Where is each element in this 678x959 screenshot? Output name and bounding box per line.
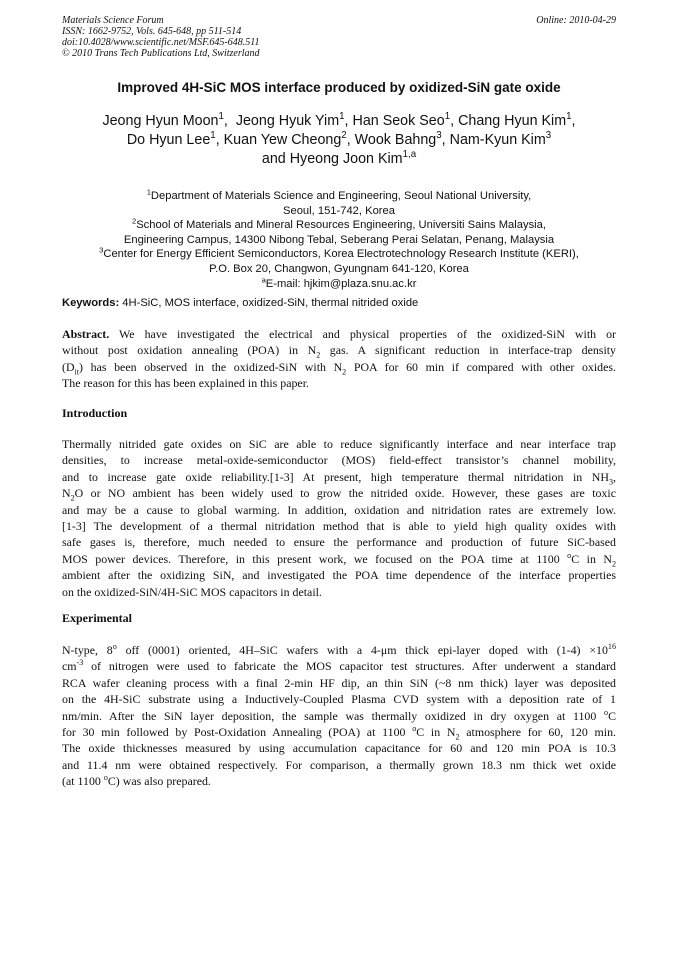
superscript: o [112,642,117,652]
journal-header [62,15,616,59]
body-text: C in N [571,551,612,566]
body-text: MOS power devices. Therefore, in this present work, we focused on the POA time at 1100 [62,551,568,566]
email-address[interactable]: E-mail: hjkim@plaza.snu.ac.kr [265,277,417,290]
author-line: Do Hyun Lee$^1$, Kuan Yew Cheong$^2$, Wook Bahng$^3$, Nam-Kyun Kim$^3$ [126,130,552,148]
superscript: o [567,550,572,560]
journal-name: Materials Science Forum [62,15,164,26]
superscript: o [412,724,417,734]
issn-line: ISSN: 1662-9752, Vols. 645-648, pp 511-514 [62,26,242,37]
body-line [62,675,616,691]
body-line [62,691,616,707]
author-line [40,150,638,169]
body-line [62,567,616,583]
superscript: -3 [76,658,84,668]
experimental-body [62,642,616,790]
abstract-line [62,326,616,342]
keywords-text: 4H-SiC, MOS interface, oxidized-SiN, thermal nitrided oxide [119,297,419,309]
body-text: cm [62,659,77,674]
affiliation-line [40,204,638,219]
subscript: 2 [342,367,347,377]
body-text: and 11.4 nm were obtained respectively. For comparison, a thermally grown 18.3 nm thick wet oxide [62,757,616,772]
affiliation-line [40,247,638,262]
body-text: safe gases is, therefore, much needed to ensure the performance and production of future SiC-based [62,535,616,550]
author-conjunction: and [261,151,286,167]
body-text: atmosphere for 60, 120 min. [459,725,616,740]
author-name: Do Hyun Lee [126,132,211,148]
affil-number: 3 [99,245,104,255]
abstract-text: POA for 60 min if compared with other oxides. [346,359,616,374]
body-text: RCA wafer cleaning process with a final 2-min HF dip, an thin SiN (~8 nm thick) layer was deposited [62,675,616,690]
body-text: on the oxidized-SiN/4H-SiC MOS capacitors in detail. [62,584,322,599]
superscript: 16 [607,642,616,652]
abstract-line [62,375,616,391]
author-name: Chang Hyun Kim [458,113,567,129]
copyright-line: © 2010 Trans Tech Publications Ltd, Switzerland [62,48,260,59]
abstract-line [62,359,616,375]
affiliation-line [40,189,638,204]
affil-text: P.O. Box 20, Changwon, Gyungnam 641-120, Korea [209,262,469,275]
body-line [62,436,616,452]
body-line [62,485,616,501]
abstract-text: ) has been observed in the oxidized-SiN with N [79,359,343,374]
body-text: densities, to increase metal-oxide-semiconductor (MOS) field-effect transistor’s channel mobility, [62,453,616,468]
author-affil-mark: 2 [341,130,347,142]
section-heading-introduction: Introduction [62,406,128,420]
affil-text: School of Materials and Mineral Resources Engineering, Universiti Sains Malaysia, [136,219,546,232]
body-line [62,658,616,674]
doi-line[interactable]: doi:10.4028/www.scientific.net/MSF.645-648.511 [62,37,260,48]
body-line [62,708,616,724]
body-text: C) was also prepared. [107,774,211,789]
superscript: o [604,707,609,717]
body-line [62,452,616,468]
superscript: o [103,773,108,783]
body-text: of nitrogen were used to fabricate the MOS capacitor test structures. After underwent a standard [83,659,616,674]
abstract-line [62,342,616,358]
body-text: O or NO ambient has been widely used to grow the nitrided oxide. However, these gases are toxic [74,486,616,501]
affiliation-line [40,262,638,277]
body-line [62,469,616,485]
author-affil-mark: 1 [218,111,224,123]
body-line [62,740,616,756]
body-text: (at 1100 [62,774,104,789]
abstract-text: (D [62,359,75,374]
abstract-text: We have investigated the electrical and physical properties of the oxidized-SiN with or [109,327,616,341]
author-affil-mark: 1 [566,111,572,123]
body-text: , [613,469,616,484]
subscript: 2 [316,350,321,360]
subscript: 2 [455,732,460,742]
subscript: 2 [611,559,617,569]
body-text: C [608,708,616,723]
affiliation-list [40,189,638,291]
body-text: and to increase gate oxide reliability.[1-3] At present, high temperature thermal nitridation in NH [62,469,609,484]
body-text: nm/min. After the SiN layer deposition, the sample was thermally oxidized in dry oxygen at 1100 [62,708,605,723]
abstract-text: The reason for this has been explained in this paper. [62,376,309,391]
body-line [62,724,616,740]
author-affil-mark: 3 [436,130,442,142]
body-line [62,584,616,600]
body-line [62,551,616,567]
affiliation-line [40,218,638,233]
affil-text: Center for Energy Efficient Semiconductors, Korea Electrotechnology Research Institute (KERI), [103,248,579,261]
author-name: Jeong Hyun Moon [102,113,219,129]
body-text: ambient after the oxidizing SiN, and investigated the POA time dependence of the interface properties [62,568,616,583]
abstract [62,326,616,392]
body-line [62,502,616,518]
body-text: and may be a cause to global warming. In addition, oxidation and nitridation rates are extremely low. [62,502,616,517]
author-name: Kuan Yew Cheong [223,132,342,148]
affil-text: Department of Materials Science and Engineering, Seoul National University, [150,190,532,202]
body-text: [1-3] The development of a thermal nitridation method that is able to yield high quality oxides with [62,519,616,534]
abstract-text: without post oxidation annealing (POA) in N [62,343,317,358]
author-name: Hyeong Joon Kim [289,151,403,167]
body-text: The oxide thicknesses measured by using accumulation capacitance for 60 and 120 min POA is 10.3 [62,741,616,756]
section-heading-experimental: Experimental [62,611,132,625]
body-text: Thermally nitrided gate oxides on SiC are able to reduce significantly interface and near interface trap [62,437,616,451]
subscript: 2 [70,493,75,503]
body-text: N [62,486,71,501]
paper-title: Improved 4H-SiC MOS interface produced by oxidized-SiN gate oxide [117,80,561,95]
affil-number: 1 [146,187,151,197]
body-line [62,518,616,534]
affil-number: 2 [131,216,137,226]
author-affil-mark: 1 [210,130,216,142]
body-text: C in N [416,725,456,740]
subscript: 3 [608,477,614,487]
body-text: on the 4H-SiC substrate using a Inductively-Coupled Plasma CVD system with a deposition rate of 1 [62,692,616,707]
author-affil-mark: 1,a [402,149,417,161]
body-line [62,773,616,789]
affil-number: a [261,274,266,284]
abstract-label: Abstract. [62,327,110,341]
body-line [62,642,616,658]
body-text: off (0001) oriented, 4H–SiC wafers with a 4-μm thick epi-layer doped with (1-4) ×10 [116,643,608,657]
affil-text: Engineering Campus, 14300 Nibong Tebal, Seberang Perai Selatan, Penang, Malaysia [123,233,555,246]
keywords [62,297,616,309]
keywords-label: Keywords: [62,297,120,309]
author-affil-mark: 1 [339,111,345,123]
author-affil-mark: 1 [444,111,451,123]
body-line [62,757,616,773]
author-name: Jeong Hyuk Yim [235,113,340,129]
affiliation-line [40,233,638,248]
author-list [40,112,638,169]
author-line: Jeong Hyun Moon$^1$, Jeong Hyuk Yim$^1$, Han Seok Seo$^1$, Chang Hyun Kim$^1$, [102,111,576,129]
online-date: Online: 2010-04-29 [536,15,616,26]
body-text: for 30 min followed by Post-Oxidation Annealing (POA) at 1100 [62,725,413,740]
email-line [40,274,638,292]
author-name: Wook Bahng [354,132,437,148]
affil-text: Seoul, 151-742, Korea [283,204,395,217]
author-name: Nam-Kyun Kim [449,132,546,148]
author-name: Han Seok Seo [352,113,445,129]
body-text: N-type, 8 [62,643,113,657]
subscript: it [74,367,80,377]
abstract-text: gas. A significant reduction in interface-trap density [320,343,616,358]
author-affil-mark: 3 [545,130,552,142]
introduction-body [62,436,616,600]
body-line [62,534,616,550]
